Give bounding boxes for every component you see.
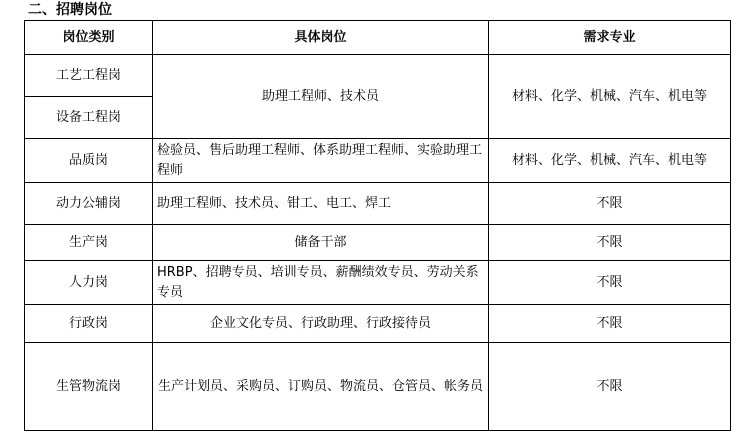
section-title: 二、招聘岗位 (28, 2, 112, 18)
table-header-row (25, 21, 731, 55)
major-cell: 不限 (489, 261, 731, 305)
position-cell: HRBP、招聘专员、培训专员、薪酬绩效专员、劳动关系专员 (153, 261, 489, 305)
table-row (25, 139, 731, 183)
category-cell: 人力岗 (25, 261, 153, 305)
table-row (25, 183, 731, 225)
major-cell: 材料、化学、机械、汽车、机电等 (489, 139, 731, 183)
position-cell: 助理工程师、技术员、钳工、电工、焊工 (153, 183, 489, 225)
table-row (25, 55, 731, 97)
position-cell: 储备干部 (153, 225, 489, 261)
category-cell: 生产岗 (25, 225, 153, 261)
major-cell: 不限 (489, 183, 731, 225)
table-row (25, 261, 731, 305)
position-cell: 生产计划员、采购员、订购员、物流员、仓管员、帐务员 (153, 343, 489, 431)
category-cell: 设备工程岗 (25, 97, 153, 139)
table-row (25, 343, 731, 431)
category-cell: 动力公辅岗 (25, 183, 153, 225)
category-cell: 品质岗 (25, 139, 153, 183)
position-cell: 企业文化专员、行政助理、行政接待员 (153, 305, 489, 343)
category-cell: 生管物流岗 (25, 343, 153, 431)
major-cell: 材料、化学、机械、汽车、机电等 (489, 55, 731, 139)
major-cell: 不限 (489, 225, 731, 261)
major-cell: 不限 (489, 343, 731, 431)
header-position: 具体岗位 (153, 21, 489, 55)
job-positions-table (24, 20, 731, 431)
major-cell: 不限 (489, 305, 731, 343)
header-major: 需求专业 (489, 21, 731, 55)
category-cell: 工艺工程岗 (25, 55, 153, 97)
table-row (25, 225, 731, 261)
table-row (25, 305, 731, 343)
header-category: 岗位类别 (25, 21, 153, 55)
position-cell: 检验员、售后助理工程师、体系助理工程师、实验助理工程师 (153, 139, 489, 183)
category-cell: 行政岗 (25, 305, 153, 343)
position-cell: 助理工程师、技术员 (153, 55, 489, 139)
